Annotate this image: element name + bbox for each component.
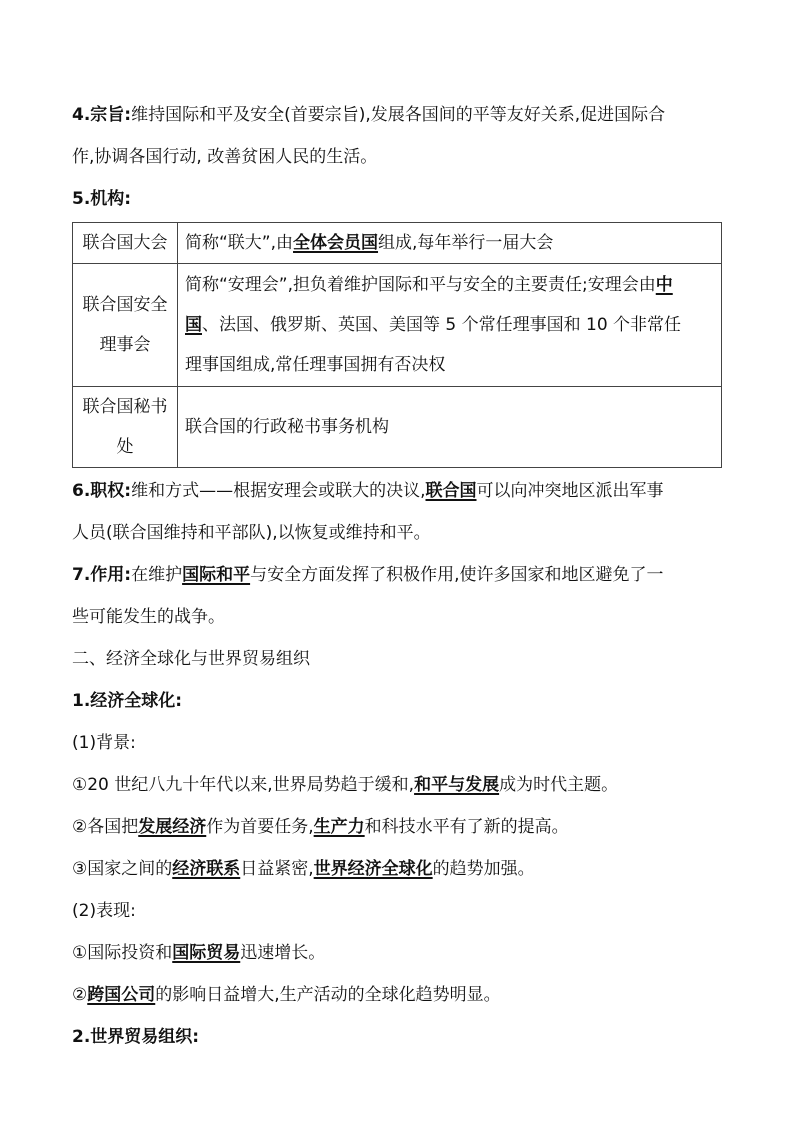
- organ-name: 联合国秘书 处: [73, 387, 178, 468]
- section-6-powers-cont: 人员(联合国维持和平部队),以恢复或维持和平。: [72, 523, 431, 543]
- organ-name: 联合国大会: [73, 223, 178, 264]
- background-heading: (1)背景:: [72, 733, 136, 753]
- subsection-globalization: 1.经济全球化:: [72, 691, 183, 711]
- section-6-powers: 6.职权:维和方式——根据安理会或联大的决议,联合国可以向冲突地区派出军事: [72, 481, 664, 501]
- organ-description: 简称“联大”,由全体会员国组成,每年举行一届大会: [178, 223, 722, 264]
- manifestation-item-1: ①国际投资和国际贸易迅速增长。: [72, 943, 326, 963]
- part-2-heading: 二、经济全球化与世界贸易组织: [72, 649, 310, 669]
- manifestation-item-2: ②跨国公司的影响日益增大,生产活动的全球化趋势明显。: [72, 985, 501, 1005]
- organ-name: 联合国安全 理事会: [73, 264, 178, 387]
- organ-description: 联合国的行政秘书事务机构: [178, 387, 722, 468]
- background-item-2: ②各国把发展经济作为首要任务,生产力和科技水平有了新的提高。: [72, 817, 569, 837]
- organ-description: 简称“安理会”,担负着维护国际和平与安全的主要责任;安理会由中 国、法国、俄罗斯、英国、美国等 5 个常任理事国和 10 个非常任 理事国组成,常任理事国拥有否决权: [178, 264, 722, 387]
- section-7-role: 7.作用:在维护国际和平与安全方面发挥了积极作用,使许多国家和地区避免了一: [72, 565, 664, 585]
- table-row: [73, 264, 722, 387]
- section-4-label: 4.宗旨:: [72, 105, 132, 125]
- background-item-1: ①20 世纪八九十年代以来,世界局势趋于缓和,和平与发展成为时代主题。: [72, 775, 619, 795]
- section-4-purpose-cont: 作,协调各国行动, 改善贫困人民的生活。: [72, 147, 378, 167]
- table-row: [73, 387, 722, 468]
- section-5-heading: 5.机构:: [72, 189, 132, 209]
- manifestation-heading: (2)表现:: [72, 901, 136, 921]
- section-7-role-cont: 些可能发生的战争。: [72, 607, 225, 627]
- table-row: [73, 223, 722, 264]
- background-item-3: ③国家之间的经济联系日益紧密,世界经济全球化的趋势加强。: [72, 859, 535, 879]
- document-page: [72, 94, 724, 1058]
- section-4-purpose: 4.宗旨:维持国际和平及安全(首要宗旨),发展各国间的平等友好关系,促进国际合: [72, 105, 666, 125]
- subsection-wto: 2.世界贸易组织:: [72, 1027, 200, 1047]
- un-organs-table: [72, 222, 722, 468]
